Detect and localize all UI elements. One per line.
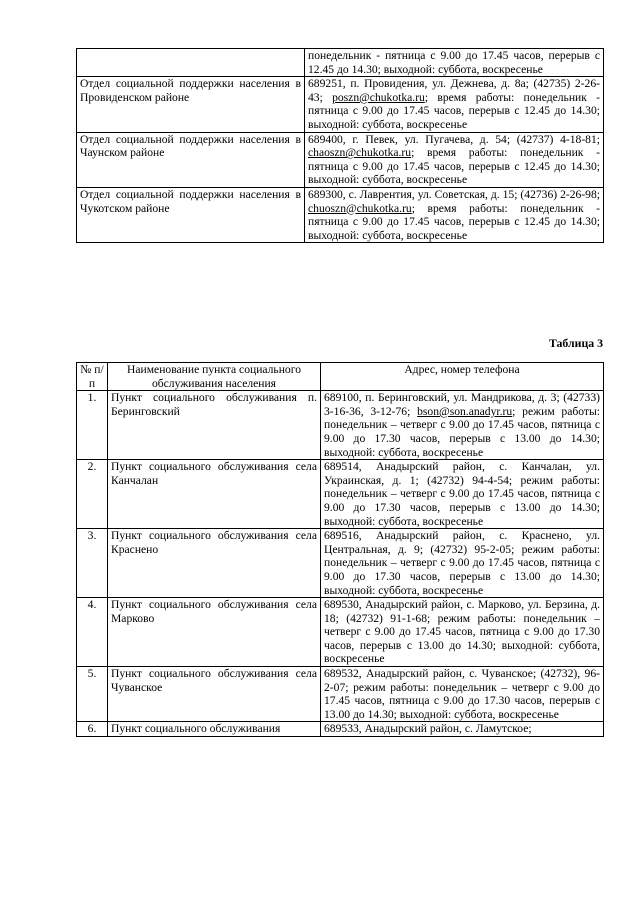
table-row — [77, 529, 604, 598]
departments-table — [76, 48, 604, 243]
point-name: Пункт социального обслуживания села Канчалан — [108, 460, 321, 529]
address-text: 689300, с. Лаврентия, ул. Советская, д. 15; (42736) 2-26-98; — [308, 187, 600, 201]
point-address: 689532, Анадырский район, с. Чуванское; (42732), 96-2-07; режим работы: понедельник – четверг с 9.00 до 17.45 часов, пятница с 9.00 до 17.30 часов, перерыв с 13.00 до 14.30; выходной: суббота, воскресенье — [321, 667, 604, 722]
address-text: 689251, п. Провидения, ул. Дежнева, д. 8а; (42735) 2-26-43; — [308, 77, 600, 104]
department-address — [305, 132, 604, 187]
header-address: Адрес, номер телефона — [321, 363, 604, 391]
email-link[interactable]: chuoszn@chukotka.ru — [308, 201, 412, 215]
point-address: 689514, Анадырский район, с. Канчалан, ул. Украинская, д. 1; (42732) 94-4-54; режим работы: понедельник – четверг с 9.00 до 17.45 часов, пятница с 9.00 до 17.30 часов, перерыв с 13.00 до 14.30; выходной: суббота, воскресенье — [321, 460, 604, 529]
table-row — [77, 667, 604, 722]
table-row — [77, 49, 604, 77]
department-name — [77, 49, 305, 77]
table-caption: Таблица 3 — [548, 336, 603, 350]
address-tail: ; время работы: понедельник - пятница с 9.00 до 17.45 часов, перерыв с 12.45 до 14.30; выходной: суббота, воскресенье — [308, 90, 600, 131]
row-number: 4. — [77, 598, 108, 667]
row-number: 6. — [77, 722, 108, 737]
point-name: Пункт социального обслуживания п. Беринговский — [108, 391, 321, 460]
email-link[interactable]: bson@son.anadyr.ru — [417, 404, 513, 418]
point-address: 689533, Анадырский район, с. Ламутское; — [321, 722, 604, 737]
address-tail: ; время работы: понедельник - пятница с 9.00 до 17.45 часов, перерыв с 12.45 до 14.30; выходной: суббота, воскресенье — [308, 146, 600, 187]
point-name: Пункт социального обслуживания — [108, 722, 321, 737]
email-link[interactable]: chaoszn@chukotka.ru — [308, 146, 412, 160]
department-name: Отдел социальной поддержки населения в Чукотском районе — [77, 187, 305, 242]
point-address: 689516, Анадырский район, с. Краснено, ул. Центральная, д. 9; (42732) 95-2-05; режим работы: понедельник – четверг с 9.00 до 17.45 часов, пятница с 9.00 до 17.30 часов, перерыв с 13.00 до 14.30; выходной: суббота, воскресенье — [321, 529, 604, 598]
point-name: Пункт социального обслуживания села Марково — [108, 598, 321, 667]
address-text: 689100, п. Беринговский, ул. Мандрикова, д. 3; (42733) 3-16-36, 3-12-76; — [324, 391, 600, 418]
header-name: Наименование пункта социального обслуживания населения — [108, 363, 321, 391]
table-row — [77, 187, 604, 242]
address-text: 689400, г. Певек, ул. Пугачева, д. 54; (42737) 4-18-81; — [308, 132, 600, 146]
department-address — [305, 187, 604, 242]
address-text: понедельник - пятница с 9.00 до 17.45 часов, перерыв с 12.45 до 14.30; выходной: суббота, воскресенье — [308, 49, 600, 76]
service-points-table — [76, 362, 604, 737]
table-row — [77, 722, 604, 737]
department-address — [305, 77, 604, 132]
table-row — [77, 598, 604, 667]
row-number: 1. — [77, 391, 108, 460]
table-row — [77, 77, 604, 132]
address-tail: ; время работы: понедельник - пятница с 9.00 до 17.45 часов, перерыв с 12.45 до 14.30; выходной: суббота, воскресенье — [308, 201, 600, 242]
table-row — [77, 460, 604, 529]
table-header-row — [77, 363, 604, 391]
row-number: 2. — [77, 460, 108, 529]
address-tail: ; режим работы: понедельник – четверг с 9.00 до 17.45 часов, пятница с 9.00 до 17.30 часов, перерыв с 13.00 до 14.30; выходной: суббота, воскресенье — [324, 404, 600, 459]
department-address — [305, 49, 604, 77]
header-num: № п/п — [77, 363, 108, 391]
table-row — [77, 132, 604, 187]
table-row — [77, 391, 604, 460]
point-name: Пункт социального обслуживания села Чуванское — [108, 667, 321, 722]
point-address — [321, 391, 604, 460]
department-name: Отдел социальной поддержки населения в Чаунском районе — [77, 132, 305, 187]
point-name: Пункт социального обслуживания села Краснено — [108, 529, 321, 598]
point-address: 689530, Анадырский район, с. Марково, ул. Берзина, д. 18; (42732) 91-1-68; режим работы: понедельник – четверг с 9.00 до 17.45 часов, пятница с 9.00 до 17.30 часов, перерыв с 13.00 до 14.30; выходной: суббота, воскресенье — [321, 598, 604, 667]
row-number: 3. — [77, 529, 108, 598]
row-number: 5. — [77, 667, 108, 722]
email-link[interactable]: poszn@chukotka.ru — [332, 90, 425, 104]
department-name: Отдел социальной поддержки населения в Провиденском районе — [77, 77, 305, 132]
